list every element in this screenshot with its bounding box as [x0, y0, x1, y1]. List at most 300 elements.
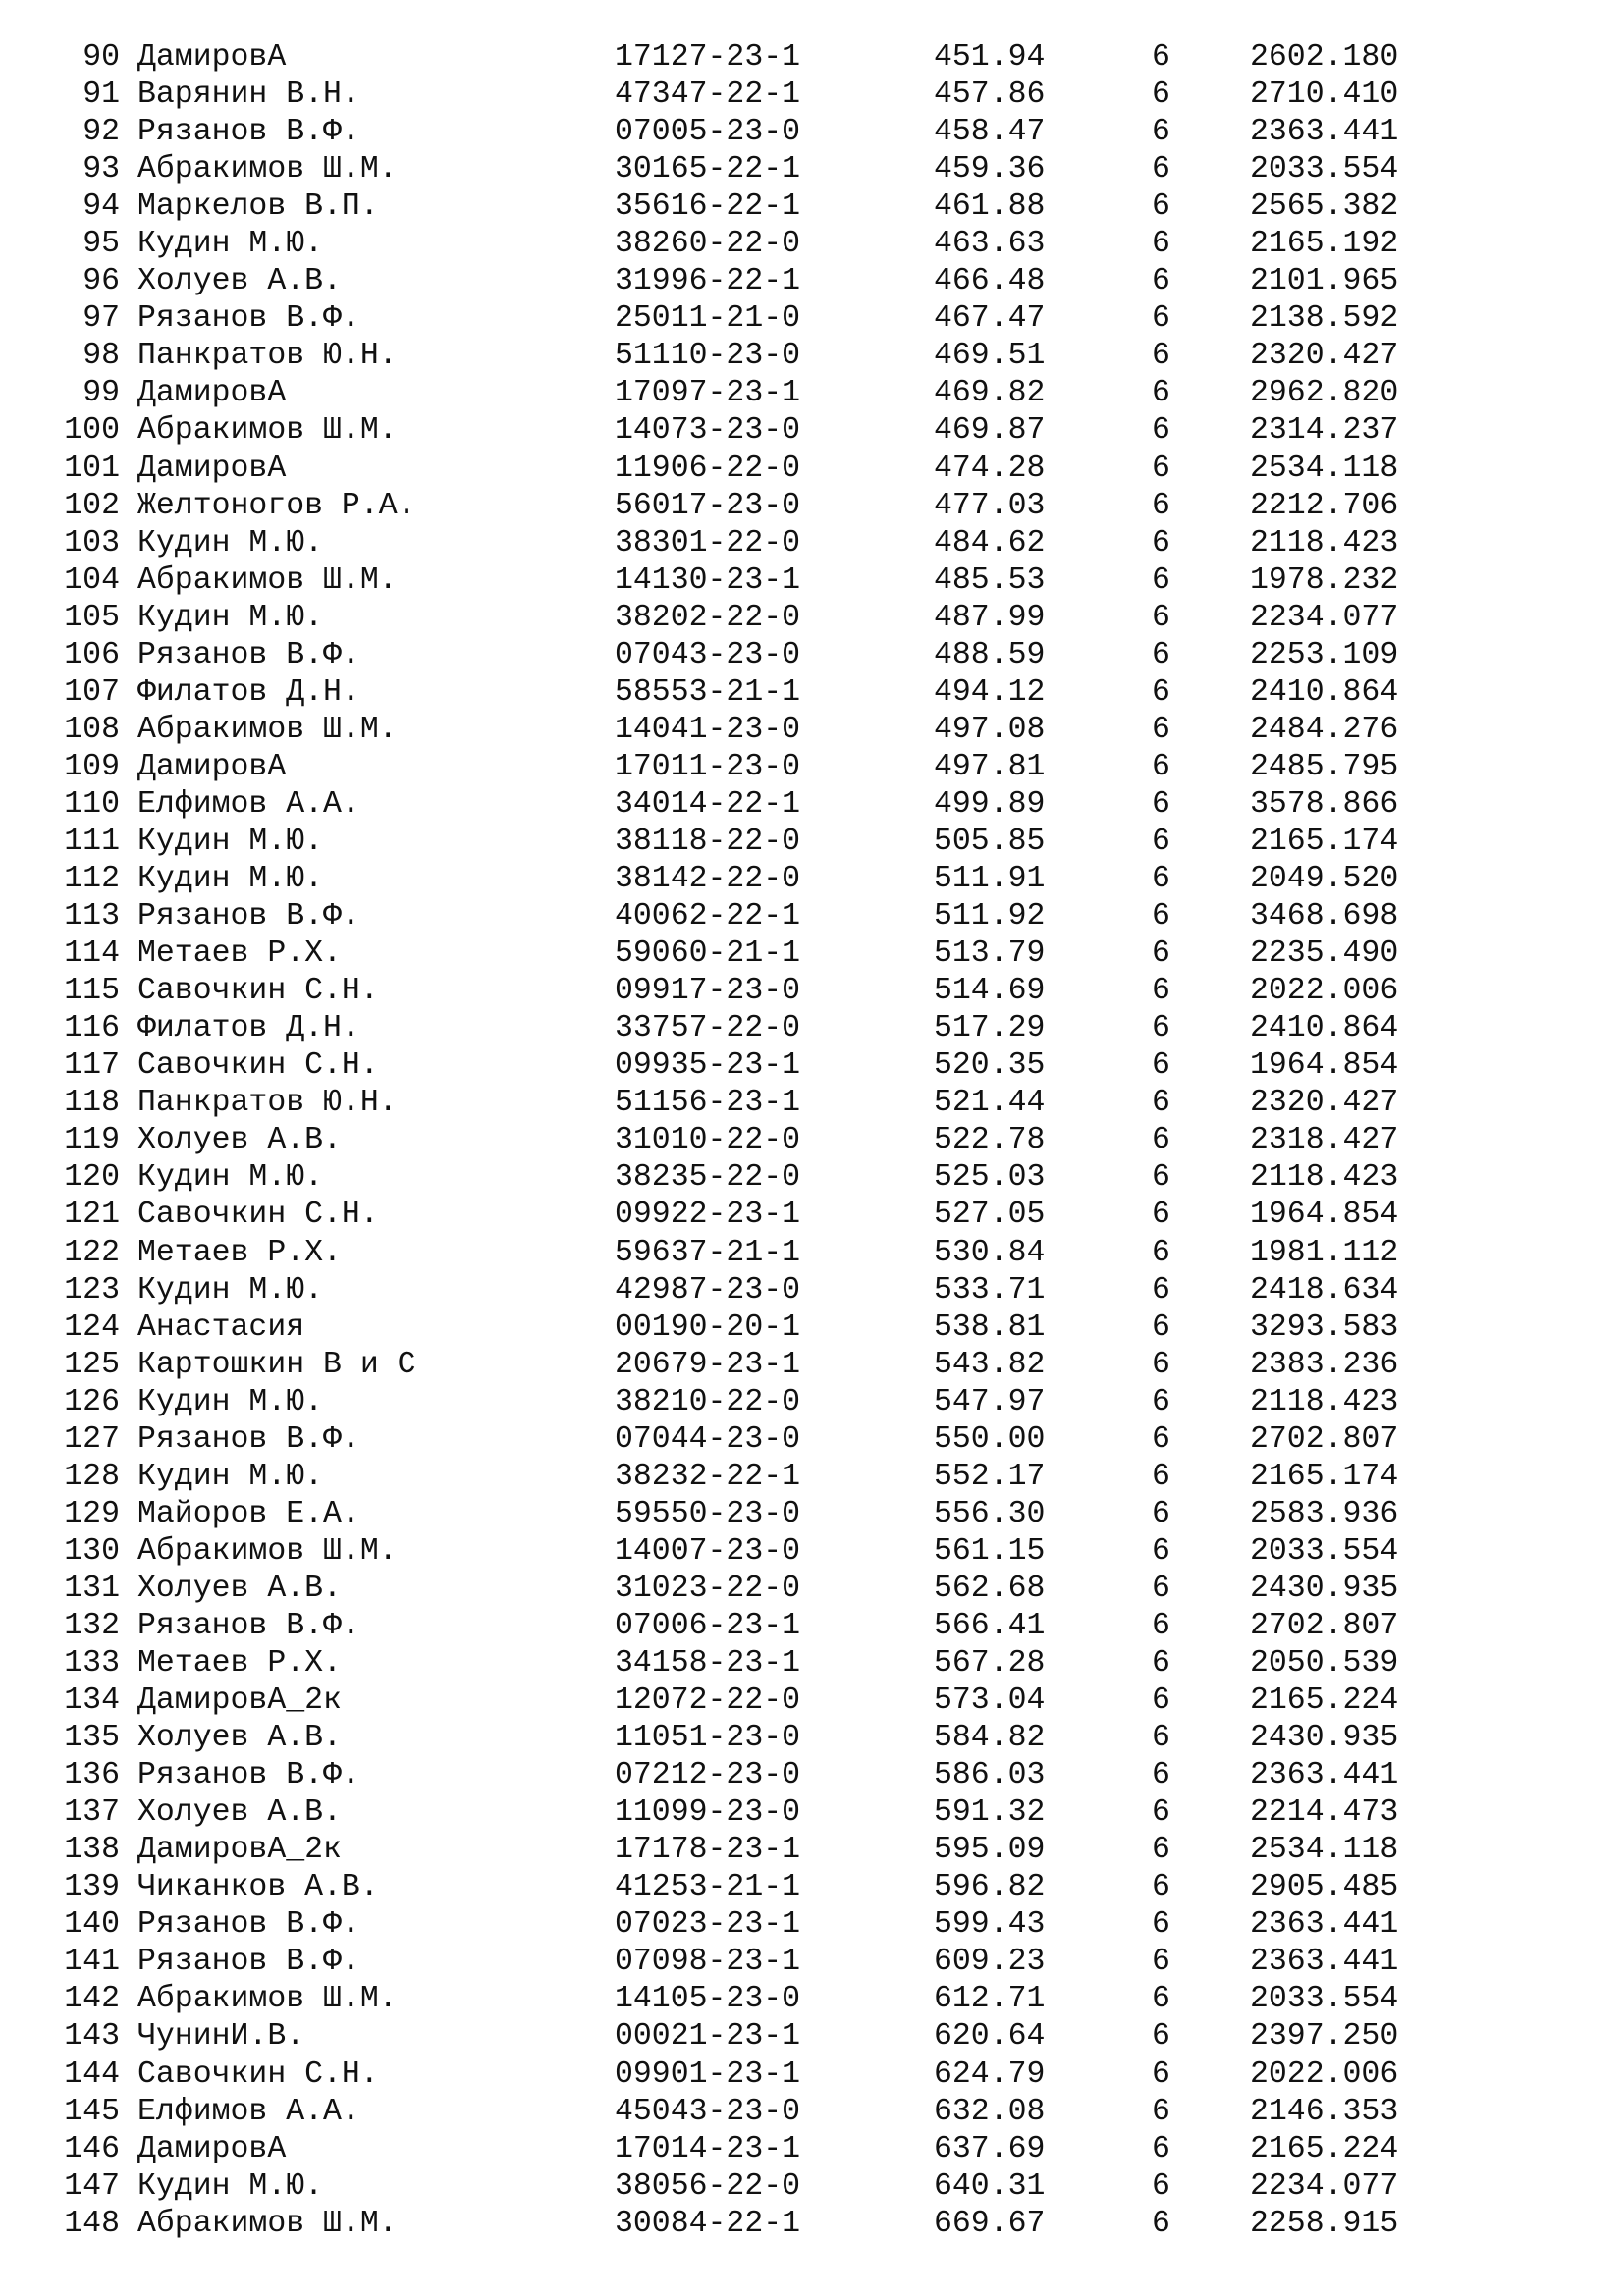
table-row	[0, 712, 1624, 749]
row-count: 6	[1152, 525, 1170, 561]
row-name: Абракимов Ш.М.	[137, 1982, 398, 2017]
row-name: Майоров Е.А.	[137, 1496, 360, 1531]
table-row	[0, 1645, 1624, 1682]
row-number: 108	[64, 712, 120, 747]
row-count: 6	[1152, 974, 1170, 1009]
row-code: 33757-22-0	[615, 1011, 801, 1046]
row-count: 6	[1152, 1160, 1170, 1196]
row-name: Панкратов Ю.Н.	[137, 1086, 398, 1121]
row-number: 125	[64, 1347, 120, 1382]
table-row	[0, 39, 1624, 77]
row-value: 562.68	[934, 1571, 1046, 1606]
row-total: 2484.276	[1250, 712, 1399, 747]
row-code: 35616-22-1	[615, 189, 801, 225]
row-name: Кудин М.Ю.	[137, 1384, 324, 1419]
row-number: 91	[82, 78, 120, 113]
table-row	[0, 114, 1624, 151]
row-value: 499.89	[934, 786, 1046, 822]
row-code: 00190-20-1	[615, 1309, 801, 1345]
row-total: 2410.864	[1250, 1011, 1399, 1046]
row-code: 59637-21-1	[615, 1235, 801, 1270]
row-value: 632.08	[934, 2094, 1046, 2129]
row-number: 106	[64, 637, 120, 672]
row-value: 624.79	[934, 2056, 1046, 2092]
row-total: 2320.427	[1250, 339, 1399, 374]
row-number: 128	[64, 1459, 120, 1494]
table-row	[0, 1085, 1624, 1122]
row-code: 47347-22-1	[615, 78, 801, 113]
row-number: 119	[64, 1123, 120, 1158]
table-row	[0, 562, 1624, 600]
table-row	[0, 1235, 1624, 1272]
row-number: 96	[82, 264, 120, 299]
row-value: 463.63	[934, 227, 1046, 262]
row-value: 497.81	[934, 749, 1046, 784]
row-number: 133	[64, 1646, 120, 1682]
row-name: Кудин М.Ю.	[137, 525, 324, 561]
row-number: 117	[64, 1048, 120, 1084]
row-value: 538.81	[934, 1309, 1046, 1345]
row-value: 591.32	[934, 1795, 1046, 1831]
row-value: 521.44	[934, 1086, 1046, 1121]
row-count: 6	[1152, 227, 1170, 262]
row-count: 6	[1152, 2206, 1170, 2241]
row-name: Кудин М.Ю.	[137, 824, 324, 859]
row-code: 17097-23-1	[615, 376, 801, 411]
row-code: 42987-23-0	[615, 1272, 801, 1308]
row-name: Кудин М.Ю.	[137, 600, 324, 635]
row-total: 2118.423	[1250, 1160, 1399, 1196]
row-name: Холуев А.В.	[137, 1571, 342, 1606]
row-count: 6	[1152, 40, 1170, 75]
row-number: 124	[64, 1309, 120, 1345]
row-count: 6	[1152, 1533, 1170, 1569]
row-number: 137	[64, 1795, 120, 1831]
row-code: 51156-23-1	[615, 1086, 801, 1121]
row-code: 09935-23-1	[615, 1048, 801, 1084]
row-total: 2165.224	[1250, 1683, 1399, 1719]
row-number: 100	[64, 413, 120, 449]
row-code: 14007-23-0	[615, 1533, 801, 1569]
row-total: 2430.935	[1250, 1721, 1399, 1756]
row-count: 6	[1152, 1795, 1170, 1831]
table-row	[0, 1459, 1624, 1496]
row-code: 14041-23-0	[615, 712, 801, 747]
table-row	[0, 935, 1624, 973]
table-row	[0, 674, 1624, 712]
table-row	[0, 2131, 1624, 2168]
row-code: 25011-21-0	[615, 301, 801, 337]
row-number: 135	[64, 1721, 120, 1756]
table-row	[0, 226, 1624, 263]
row-value: 469.87	[934, 413, 1046, 449]
row-name: Картошкин В и С	[137, 1347, 416, 1382]
table-row	[0, 861, 1624, 898]
row-count: 6	[1152, 264, 1170, 299]
row-number: 144	[64, 2056, 120, 2092]
row-name: Холуев А.В.	[137, 264, 342, 299]
table-row	[0, 786, 1624, 824]
row-count: 6	[1152, 1945, 1170, 1980]
row-value: 552.17	[934, 1459, 1046, 1494]
row-name: Рязанов В.Ф.	[137, 1945, 360, 1980]
row-name: Абракимов Ш.М.	[137, 712, 398, 747]
row-code: 38301-22-0	[615, 525, 801, 561]
row-code: 59060-21-1	[615, 936, 801, 972]
row-count: 6	[1152, 1907, 1170, 1943]
row-total: 3468.698	[1250, 899, 1399, 934]
row-number: 142	[64, 1982, 120, 2017]
row-total: 2565.382	[1250, 189, 1399, 225]
row-total: 1978.232	[1250, 562, 1399, 598]
row-value: 561.15	[934, 1533, 1046, 1569]
row-value: 566.41	[934, 1608, 1046, 1643]
row-total: 2118.423	[1250, 525, 1399, 561]
row-count: 6	[1152, 824, 1170, 859]
row-number: 112	[64, 862, 120, 897]
row-count: 6	[1152, 600, 1170, 635]
row-name: Желтоногов Р.А.	[137, 488, 416, 523]
row-code: 07098-23-1	[615, 1945, 801, 1980]
row-total: 2049.520	[1250, 862, 1399, 897]
row-name: Рязанов В.Ф.	[137, 899, 360, 934]
table-row	[0, 1981, 1624, 2018]
row-total: 2235.490	[1250, 936, 1399, 972]
row-number: 105	[64, 600, 120, 635]
table-row	[0, 525, 1624, 562]
row-value: 599.43	[934, 1907, 1046, 1943]
row-name: Абракимов Ш.М.	[137, 1533, 398, 1569]
row-value: 612.71	[934, 1982, 1046, 2017]
row-total: 2165.192	[1250, 227, 1399, 262]
row-code: 30084-22-1	[615, 2206, 801, 2241]
row-value: 640.31	[934, 2168, 1046, 2204]
row-value: 487.99	[934, 600, 1046, 635]
table-row	[0, 412, 1624, 450]
row-number: 104	[64, 562, 120, 598]
row-code: 17014-23-1	[615, 2131, 801, 2166]
row-name: Холуев А.В.	[137, 1721, 342, 1756]
row-total: 2702.807	[1250, 1421, 1399, 1457]
row-total: 2383.236	[1250, 1347, 1399, 1382]
row-total: 2410.864	[1250, 674, 1399, 710]
row-name: Чиканков А.В.	[137, 1870, 379, 1905]
row-name: Кудин М.Ю.	[137, 1272, 324, 1308]
row-name: Анастасия	[137, 1309, 305, 1345]
row-code: 17011-23-0	[615, 749, 801, 784]
data-table	[0, 39, 1624, 2243]
row-total: 2118.423	[1250, 1384, 1399, 1419]
row-value: 573.04	[934, 1683, 1046, 1719]
row-name: Холуев А.В.	[137, 1795, 342, 1831]
table-row	[0, 1682, 1624, 1720]
row-count: 6	[1152, 2168, 1170, 2204]
table-row	[0, 338, 1624, 375]
row-total: 3578.866	[1250, 786, 1399, 822]
table-row	[0, 1832, 1624, 1869]
row-value: 497.08	[934, 712, 1046, 747]
row-value: 547.97	[934, 1384, 1046, 1419]
row-total: 2602.180	[1250, 40, 1399, 75]
row-name: Холуев А.В.	[137, 1123, 342, 1158]
row-value: 505.85	[934, 824, 1046, 859]
row-number: 95	[82, 227, 120, 262]
table-row	[0, 1794, 1624, 1832]
row-count: 6	[1152, 376, 1170, 411]
row-name: Кудин М.Ю.	[137, 1459, 324, 1494]
table-row	[0, 151, 1624, 188]
row-code: 09917-23-0	[615, 974, 801, 1009]
row-name: Рязанов В.Ф.	[137, 1421, 360, 1457]
row-name: Кудин М.Ю.	[137, 227, 324, 262]
row-count: 6	[1152, 339, 1170, 374]
table-row	[0, 1421, 1624, 1459]
row-value: 584.82	[934, 1721, 1046, 1756]
row-count: 6	[1152, 1459, 1170, 1494]
row-code: 07006-23-1	[615, 1608, 801, 1643]
row-name: Савочкин С.Н.	[137, 2056, 379, 2092]
row-count: 6	[1152, 189, 1170, 225]
row-name: ДамировА_2к	[137, 1683, 342, 1719]
table-row	[0, 898, 1624, 935]
row-total: 2138.592	[1250, 301, 1399, 337]
row-name: Савочкин С.Н.	[137, 1198, 379, 1233]
row-count: 6	[1152, 115, 1170, 150]
row-count: 6	[1152, 301, 1170, 337]
row-count: 6	[1152, 637, 1170, 672]
row-count: 6	[1152, 1496, 1170, 1531]
table-row	[0, 1347, 1624, 1384]
row-total: 1964.854	[1250, 1198, 1399, 1233]
row-total: 2710.410	[1250, 78, 1399, 113]
row-number: 120	[64, 1160, 120, 1196]
row-value: 484.62	[934, 525, 1046, 561]
row-code: 11099-23-0	[615, 1795, 801, 1831]
row-name: Маркелов В.П.	[137, 189, 379, 225]
row-count: 6	[1152, 2131, 1170, 2166]
table-row	[0, 973, 1624, 1010]
row-number: 122	[64, 1235, 120, 1270]
row-code: 58553-21-1	[615, 674, 801, 710]
table-row	[0, 2018, 1624, 2056]
row-name: Рязанов В.Ф.	[137, 301, 360, 337]
row-value: 514.69	[934, 974, 1046, 1009]
table-row	[0, 1757, 1624, 1794]
row-count: 6	[1152, 2019, 1170, 2055]
row-code: 38235-22-0	[615, 1160, 801, 1196]
row-name: Рязанов В.Ф.	[137, 115, 360, 150]
row-count: 6	[1152, 1011, 1170, 1046]
row-number: 97	[82, 301, 120, 337]
row-value: 586.03	[934, 1758, 1046, 1793]
row-name: Абракимов Ш.М.	[137, 562, 398, 598]
row-number: 141	[64, 1945, 120, 1980]
row-code: 31010-22-0	[615, 1123, 801, 1158]
row-code: 38142-22-0	[615, 862, 801, 897]
row-value: 556.30	[934, 1496, 1046, 1531]
row-value: 466.48	[934, 264, 1046, 299]
row-name: Рязанов В.Ф.	[137, 1907, 360, 1943]
table-row	[0, 1047, 1624, 1085]
row-number: 146	[64, 2131, 120, 2166]
table-row	[0, 1122, 1624, 1159]
row-total: 2962.820	[1250, 376, 1399, 411]
row-code: 11051-23-0	[615, 1721, 801, 1756]
row-number: 130	[64, 1533, 120, 1569]
table-row	[0, 1571, 1624, 1608]
row-number: 121	[64, 1198, 120, 1233]
row-name: Филатов Д.Н.	[137, 1011, 360, 1046]
row-total: 2033.554	[1250, 1533, 1399, 1569]
row-value: 533.71	[934, 1272, 1046, 1308]
row-name: Варянин В.Н.	[137, 78, 360, 113]
row-value: 596.82	[934, 1870, 1046, 1905]
row-name: Рязанов В.Ф.	[137, 1608, 360, 1643]
row-total: 2214.473	[1250, 1795, 1399, 1831]
row-count: 6	[1152, 1982, 1170, 2017]
row-code: 38232-22-1	[615, 1459, 801, 1494]
row-count: 6	[1152, 1198, 1170, 1233]
row-total: 2050.539	[1250, 1646, 1399, 1682]
row-total: 2165.224	[1250, 2131, 1399, 2166]
row-code: 59550-23-0	[615, 1496, 801, 1531]
table-row	[0, 2094, 1624, 2131]
row-value: 494.12	[934, 674, 1046, 710]
row-count: 6	[1152, 1235, 1170, 1270]
row-code: 20679-23-1	[615, 1347, 801, 1382]
row-value: 461.88	[934, 189, 1046, 225]
table-row	[0, 1496, 1624, 1533]
row-value: 637.69	[934, 2131, 1046, 2166]
row-value: 451.94	[934, 40, 1046, 75]
row-code: 12072-22-0	[615, 1683, 801, 1719]
row-number: 134	[64, 1683, 120, 1719]
row-name: ДамировА	[137, 376, 287, 411]
row-count: 6	[1152, 1646, 1170, 1682]
row-code: 17178-23-1	[615, 1833, 801, 1868]
row-total: 2165.174	[1250, 824, 1399, 859]
table-row	[0, 637, 1624, 674]
row-total: 2022.006	[1250, 974, 1399, 1009]
row-number: 147	[64, 2168, 120, 2204]
row-number: 131	[64, 1571, 120, 1606]
row-count: 6	[1152, 862, 1170, 897]
row-name: Абракимов Ш.М.	[137, 152, 398, 187]
row-total: 2146.353	[1250, 2094, 1399, 2129]
row-count: 6	[1152, 562, 1170, 598]
row-name: Метаев Р.Х.	[137, 936, 342, 972]
row-count: 6	[1152, 1384, 1170, 1419]
row-number: 111	[64, 824, 120, 859]
row-total: 2363.441	[1250, 1945, 1399, 1980]
row-total: 2165.174	[1250, 1459, 1399, 1494]
row-count: 6	[1152, 1421, 1170, 1457]
row-total: 2258.915	[1250, 2206, 1399, 2241]
row-value: 477.03	[934, 488, 1046, 523]
row-code: 14073-23-0	[615, 413, 801, 449]
row-code: 34158-23-1	[615, 1646, 801, 1682]
row-count: 6	[1152, 1347, 1170, 1382]
row-code: 38118-22-0	[615, 824, 801, 859]
row-value: 530.84	[934, 1235, 1046, 1270]
row-count: 6	[1152, 1608, 1170, 1643]
row-value: 469.51	[934, 339, 1046, 374]
row-value: 517.29	[934, 1011, 1046, 1046]
table-row	[0, 2168, 1624, 2206]
row-code: 38056-22-0	[615, 2168, 801, 2204]
row-count: 6	[1152, 1123, 1170, 1158]
row-total: 2033.554	[1250, 1982, 1399, 2017]
row-total: 2905.485	[1250, 1870, 1399, 1905]
row-number: 99	[82, 376, 120, 411]
row-value: 595.09	[934, 1833, 1046, 1868]
row-number: 107	[64, 674, 120, 710]
row-name: Елфимов А.А.	[137, 786, 360, 822]
row-count: 6	[1152, 1048, 1170, 1084]
row-name: Елфимов А.А.	[137, 2094, 360, 2129]
row-number: 116	[64, 1011, 120, 1046]
row-name: ДамировА	[137, 2131, 287, 2166]
row-code: 17127-23-1	[615, 40, 801, 75]
table-row	[0, 824, 1624, 861]
row-name: Кудин М.Ю.	[137, 1160, 324, 1196]
row-name: Кудин М.Ю.	[137, 862, 324, 897]
row-count: 6	[1152, 413, 1170, 449]
row-number: 129	[64, 1496, 120, 1531]
row-number: 94	[82, 189, 120, 225]
row-number: 110	[64, 786, 120, 822]
row-value: 474.28	[934, 451, 1046, 486]
row-total: 2430.935	[1250, 1571, 1399, 1606]
row-total: 2418.634	[1250, 1272, 1399, 1308]
row-name: Метаев Р.Х.	[137, 1235, 342, 1270]
row-number: 148	[64, 2206, 120, 2241]
row-total: 2534.118	[1250, 1833, 1399, 1868]
row-total: 2534.118	[1250, 451, 1399, 486]
table-row	[0, 1720, 1624, 1757]
row-count: 6	[1152, 78, 1170, 113]
row-value: 543.82	[934, 1347, 1046, 1382]
table-row	[0, 1197, 1624, 1234]
row-number: 118	[64, 1086, 120, 1121]
row-count: 6	[1152, 786, 1170, 822]
row-name: Панкратов Ю.Н.	[137, 339, 398, 374]
row-number: 114	[64, 936, 120, 972]
row-code: 07023-23-1	[615, 1907, 801, 1943]
row-number: 132	[64, 1608, 120, 1643]
row-code: 31996-22-1	[615, 264, 801, 299]
row-name: Метаев Р.Х.	[137, 1646, 342, 1682]
row-total: 2363.441	[1250, 1758, 1399, 1793]
row-count: 6	[1152, 2056, 1170, 2092]
row-name: ДамировА_2к	[137, 1833, 342, 1868]
row-total: 2363.441	[1250, 1907, 1399, 1943]
row-name: Кудин М.Ю.	[137, 2168, 324, 2204]
row-number: 109	[64, 749, 120, 784]
row-count: 6	[1152, 936, 1170, 972]
row-total: 2583.936	[1250, 1496, 1399, 1531]
row-number: 127	[64, 1421, 120, 1457]
row-total: 2320.427	[1250, 1086, 1399, 1121]
row-value: 527.05	[934, 1198, 1046, 1233]
row-total: 3293.583	[1250, 1309, 1399, 1345]
row-number: 139	[64, 1870, 120, 1905]
row-name: Абракимов Ш.М.	[137, 2206, 398, 2241]
row-name: ДамировА	[137, 749, 287, 784]
row-count: 6	[1152, 1758, 1170, 1793]
row-value: 488.59	[934, 637, 1046, 672]
row-value: 457.86	[934, 78, 1046, 113]
